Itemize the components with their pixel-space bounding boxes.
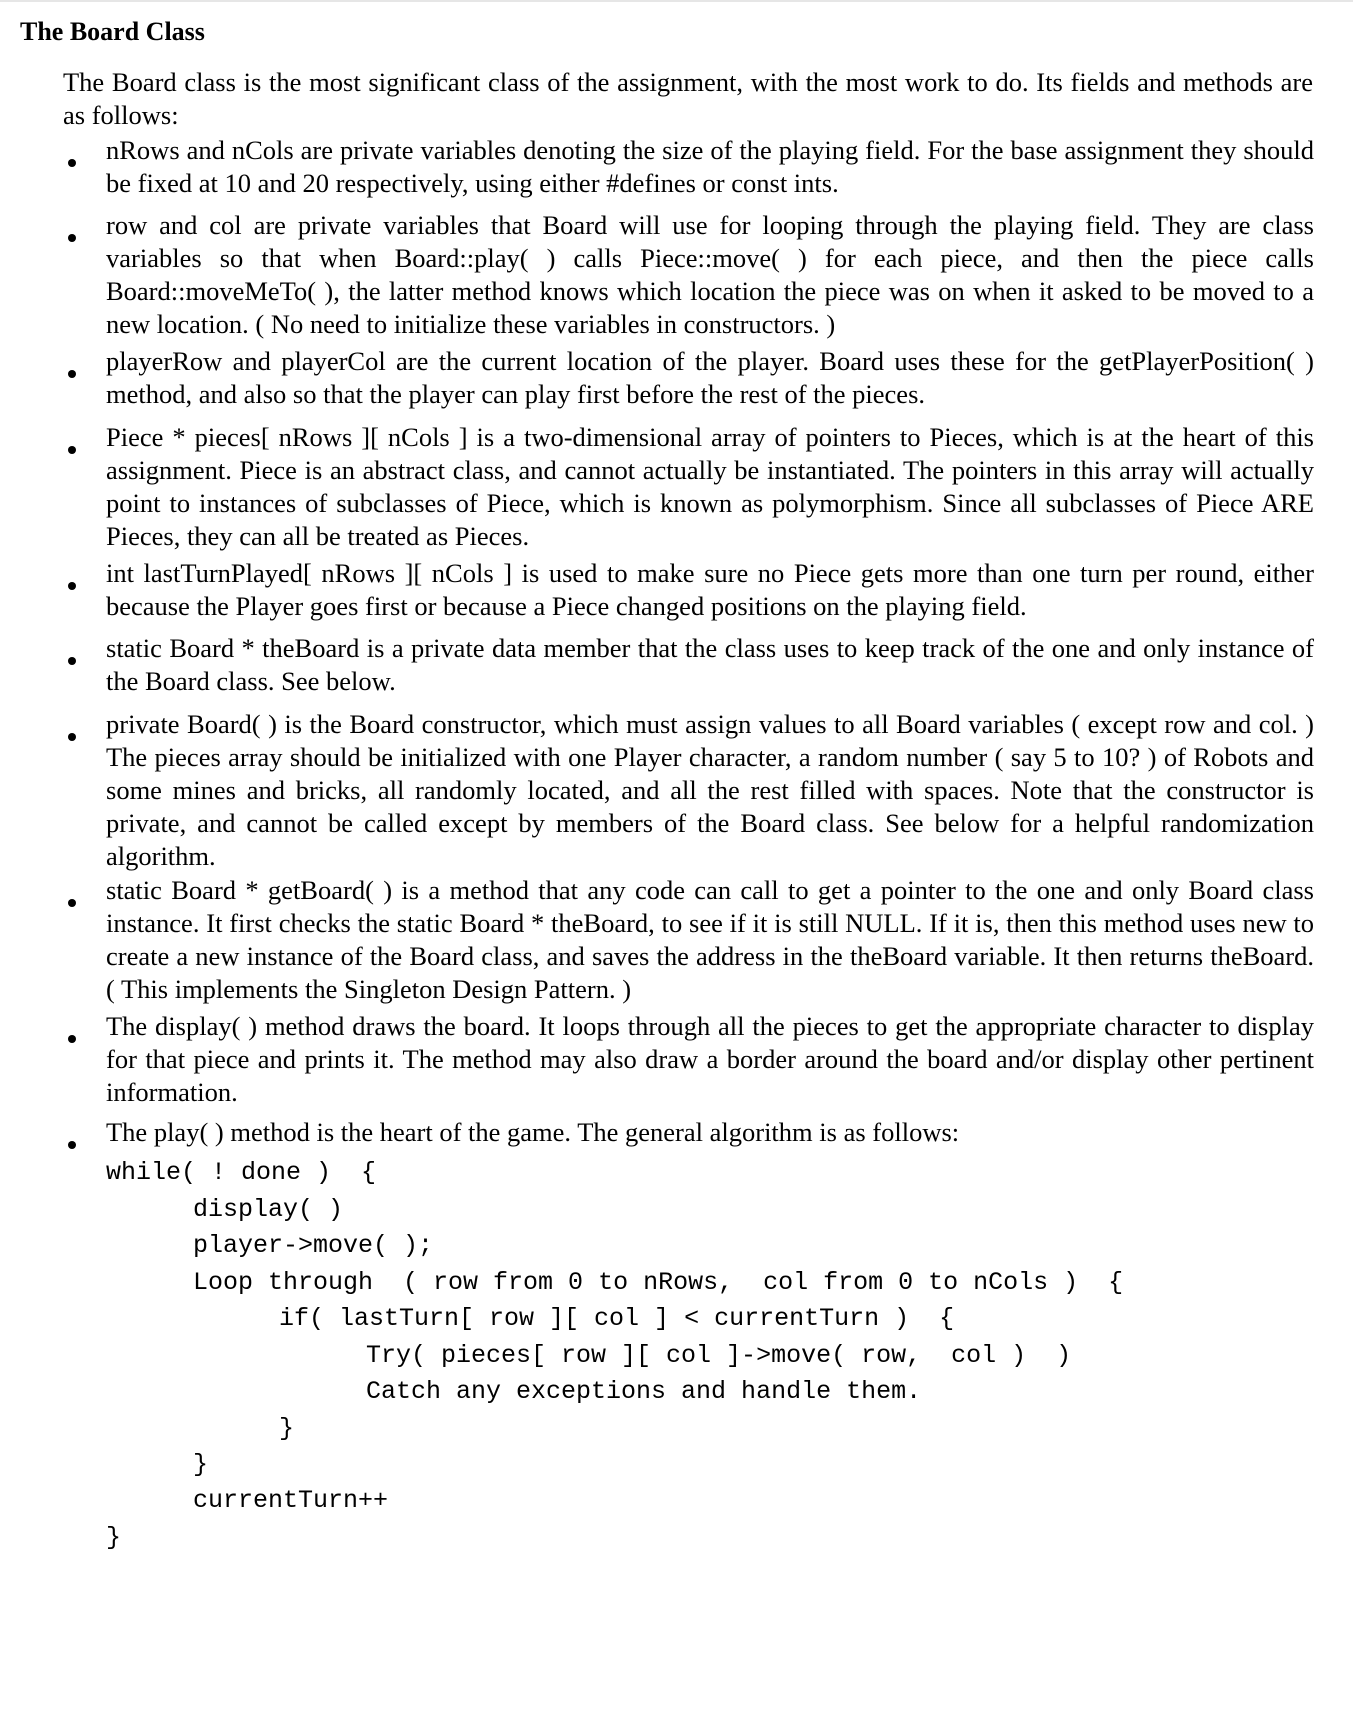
- section-heading: The Board Class: [20, 17, 205, 46]
- bullet-item-player-position: playerRow and playerCol are the current location of the player. Board uses these for the getPlayerPosition( ) method, and also so that the player can play first before the rest of the pieces.: [106, 346, 1314, 409]
- code-line-close-if: }: [279, 1414, 295, 1443]
- bullet-dot: [68, 899, 76, 907]
- intro-paragraph: The Board class is the most significant class of the assignment, with the most work to do. Its fields and methods are as follows:: [63, 67, 1313, 130]
- bullet-dot: [68, 159, 76, 167]
- bullet-dot: [68, 370, 76, 378]
- bullet-item-last-turn-played: int lastTurnPlayed[ nRows ][ nCols ] is used to make sure no Piece gets more than one turn per round, either because the Player goes first or because a Piece changed positions on the playing field.: [106, 558, 1314, 621]
- bullet-dot: [68, 733, 76, 741]
- bullet-item-get-board: static Board * getBoard( ) is a method that any code can call to get a pointer to the one and only Board class instance. It first checks the static Board * theBoard, to see if it is still NULL. If it is, then this method uses new to create a new instance of the Board class, and saves the address in the theBoard variable. It then returns theBoard. ( This implements the Singleton Design Pattern. ): [106, 875, 1314, 1004]
- bullet-item-pieces-array: Piece * pieces[ nRows ][ nCols ] is a two-dimensional array of pointers to Pieces, which is at the heart of this assignment. Piece is an abstract class, and cannot actually be instantiated. The pointers in this array will actually point to instances of subclasses of Piece, which is known as polymorphism. Since all subclasses of Piece ARE Pieces, they can all be treated as Pieces.: [106, 422, 1314, 551]
- code-line-while: while( ! done ) {: [106, 1158, 377, 1187]
- code-line-close-loop: }: [193, 1450, 209, 1479]
- code-line-player-move: player->move( );: [193, 1231, 434, 1260]
- code-line-loop-through: Loop through ( row from 0 to nRows, col from 0 to nCols ) {: [193, 1268, 1124, 1297]
- bullet-dot: [68, 582, 76, 590]
- code-line-try-move: Try( pieces[ row ][ col ]->move( row, col ) ): [366, 1341, 1072, 1370]
- bullet-dot: [68, 234, 76, 242]
- bullet-item-play: The play( ) method is the heart of the game. The general algorithm is as follows:: [106, 1117, 960, 1147]
- top-divider: [0, 0, 1353, 2]
- bullet-item-nrows-ncols: nRows and nCols are private variables denoting the size of the playing field. For the base assignment they should be fixed at 10 and 20 respectively, using either #defines or const ints.: [106, 135, 1314, 198]
- code-line-close-while: }: [106, 1523, 122, 1552]
- bullet-item-the-board: static Board * theBoard is a private data member that the class uses to keep track of the one and only instance of the Board class. See below.: [106, 633, 1314, 696]
- bullet-item-display: The display( ) method draws the board. It loops through all the pieces to get the appropriate character to display for that piece and prints it. The method may also draw a border around the board and/or display other pertinent information.: [106, 1011, 1314, 1107]
- code-line-current-turn: currentTurn++: [193, 1486, 389, 1515]
- code-line-catch: Catch any exceptions and handle them.: [366, 1377, 922, 1406]
- bullet-item-row-col: row and col are private variables that Board will use for looping through the playing field. They are class variables so that when Board::play( ) calls Piece::move( ) for each piece, and then the piece calls Board::moveMeTo( ), the latter method knows which location the piece was on when it asked to be moved to a new location. ( No need to initialize these variables in constructors. ): [106, 210, 1314, 339]
- code-line-display: display( ): [193, 1195, 344, 1224]
- code-line-if-last-turn: if( lastTurn[ row ][ col ] < currentTurn ) {: [279, 1304, 955, 1333]
- bullet-dot: [68, 1035, 76, 1043]
- bullet-item-board-constructor: private Board( ) is the Board constructor, which must assign values to all Board variables ( except row and col. ) The pieces array should be initialized with one Player character, a random number ( say 5 to 10? ) of Robots and some mines and bricks, all randomly located, and all the rest filled with spaces. Note that the constructor is private, and cannot be called except by members of the Board class. See below for a helpful randomization algorithm.: [106, 709, 1314, 871]
- bullet-dot: [68, 446, 76, 454]
- bullet-dot: [68, 657, 76, 665]
- bullet-dot: [68, 1141, 76, 1149]
